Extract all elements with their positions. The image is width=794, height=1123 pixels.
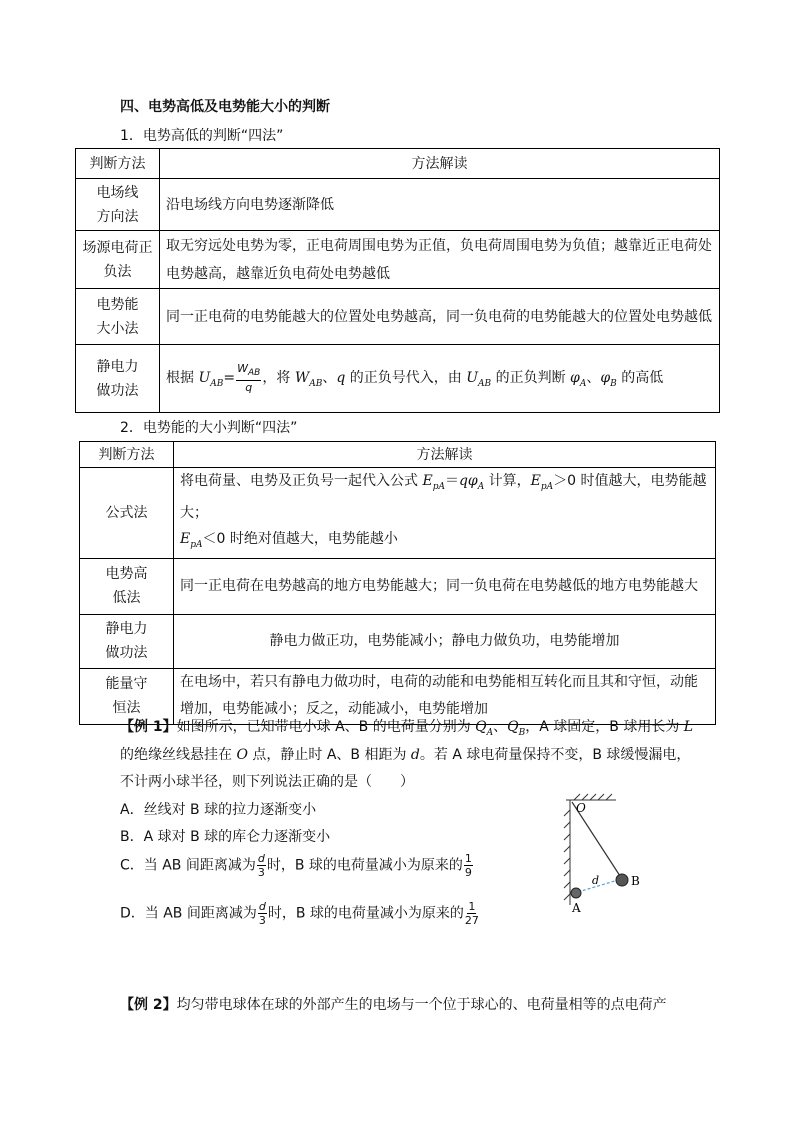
table-header-row [76,149,720,179]
fraction: $\frac{d}{3}$ [258,900,266,927]
label-a: A [572,901,581,915]
method-cell: 静电力 做功法 [80,614,174,668]
table-row [80,468,716,559]
option-c[interactable]: C．当 AB 间距离减为 $\frac{d}{3}$ 时，B 球的电荷量减小为原来的 $\frac{1}{9}$ [120,852,472,879]
fraction: $\frac{d}{3}$ [257,852,265,879]
desc-cell: 沿电场线方向电势逐渐降低 [160,179,720,231]
method-cell: 电势高 低法 [80,558,174,614]
label-o: O [576,801,586,815]
method-cell: 电势能 大小法 [76,289,160,345]
fraction: $\frac{W_{AB}}{q}$ [237,361,261,394]
method-cell: 静电力 做功法 [76,345,160,413]
table-row [76,179,720,231]
table-row [80,558,716,614]
example1-line1: 【例 1】如图所示，已知带电小球 A、B 的电荷量分别为 $Q_A$、$Q_B$，A 球固定，B 球用长为 L [120,719,694,738]
desc-cell: 在电场中，若只有静电力做功时，电荷的动能和电势能相互转化而且其和守恒，动能增加，电势能减小；反之，动能减小，电势能增加 [174,668,716,724]
label-b: B [631,874,640,888]
pendulum-figure [556,790,666,920]
desc-cell: 静电力做正功，电势能减小；静电力做负功，电势能增加 [174,614,716,668]
potential-table [75,148,720,413]
option-d[interactable]: D．当 AB 间距离减为 $\frac{d}{3}$ 时，B 球的电荷量减小为原来的 $\frac{1}{27}$ [120,900,479,927]
desc-cell: 将电荷量、电势及正负号一起代入公式 $E_{pA}=q\varphi_A$ 计算，$E_{pA}>0$ 时值越大，电势能越大； $E_{pA}<0$ 时绝对值越大，电势能越小 [174,468,716,559]
fraction: $\frac{1}{9}$ [464,852,472,879]
desc-cell: 同一正电荷的电势能越大的位置处电势越高，同一负电荷的电势能越大的位置处电势越低 [160,289,720,345]
fraction: $\frac{1}{27}$ [464,900,479,927]
ball-b [616,874,628,886]
section-title: 四、电势高低及电势能大小的判断 [120,99,330,115]
desc-cell: 同一正电荷在电势越高的地方电势能越大；同一负电荷在电势越低的地方电势能越大 [174,558,716,614]
table-row [76,345,720,413]
method-cell: 场源电荷正 负法 [76,231,160,289]
label-d: d [592,874,600,887]
example1-line3: 不计两小球半径，则下列说法正确的是（ ） [120,774,414,790]
method-cell: 电场线 方向法 [76,179,160,231]
method-cell: 公式法 [80,468,174,559]
example1-line2: 的绝缘丝线悬挂在 O 点，静止时 A、B 相距为 d。若 A 球电荷量保持不变，B 球缓慢漏电， [120,747,691,763]
header-method: 判断方法 [80,442,174,468]
table-row [76,231,720,289]
desc-cell: 取无穷远处电势为零，正电荷周围电势为正值，负电荷周围电势为负值；越靠近正电荷处电势越高，越靠近负电荷处电势越低 [160,231,720,289]
header-desc: 方法解读 [174,442,716,468]
table-row [76,289,720,345]
energy-table [79,441,716,725]
option-a[interactable]: A．丝线对 B 球的拉力逐渐变小 [120,802,317,818]
desc-cell: 根据 $U_{AB}=$ $\frac{W_{AB}}{q}$ ，将 $W_{AB}$、q 的正负号代入，由 $U_{AB}$ 的正负判断 $\varphi_A$、$\varphi_B$ 的高低 [160,345,720,413]
example2-line1: 【例 2】均匀带电球体在球的外部产生的电场与一个位于球心的、电荷量相等的点电荷产 [120,997,667,1013]
method-cell: 能量守 恒法 [80,668,174,724]
energy-subtitle: 2．电势能的大小判断“四法” [120,420,298,436]
ball-a [571,888,581,898]
option-b[interactable]: B．A 球对 B 球的库仑力逐渐变小 [120,829,331,845]
table-row [80,614,716,668]
potential-subtitle: 1．电势高低的判断“四法” [120,128,284,144]
header-desc: 方法解读 [160,149,720,179]
table-header-row [80,442,716,468]
header-method: 判断方法 [76,149,160,179]
